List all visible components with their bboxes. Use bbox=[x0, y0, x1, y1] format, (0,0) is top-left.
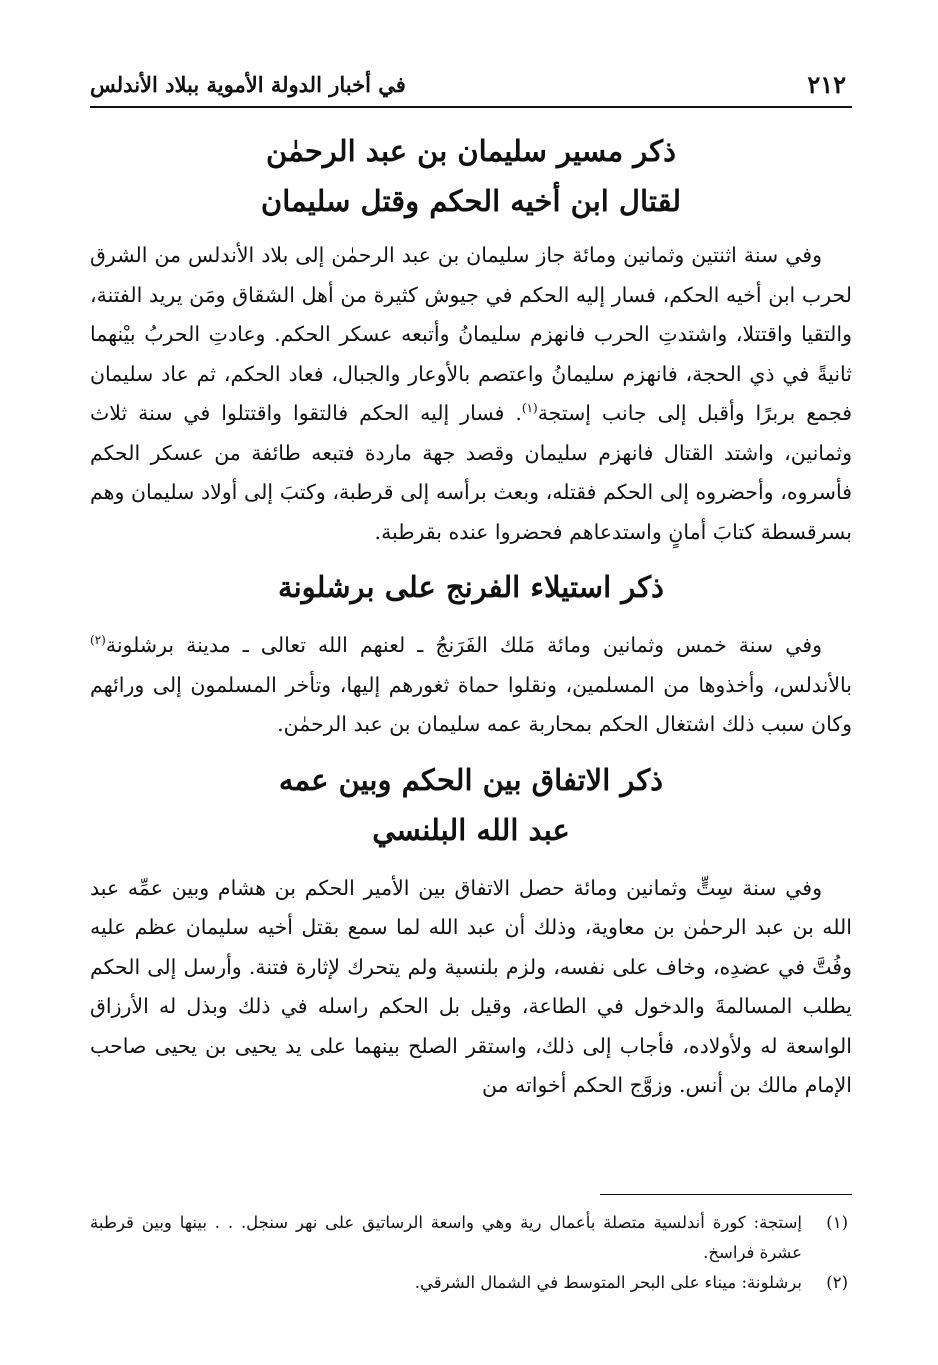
section-heading bbox=[90, 126, 852, 226]
section-heading bbox=[90, 562, 852, 612]
footnote-number: (١) bbox=[826, 1213, 848, 1232]
body-paragraph bbox=[90, 626, 852, 745]
heading-line: ذكر الاتفاق بين الحكم وبين عمه bbox=[278, 762, 664, 797]
footnote-text: إستجة: كورة أندلسية متصلة بأعمال رية وهي واسعة الرساتيق على نهر سنجل. . . بينها وبين قرطبة عشرة فراسخ. bbox=[90, 1213, 802, 1262]
paragraph-text: . فسار إليه الحكم فالتقوا واقتتلوا في سنة ثلاث وثمانين، واشتد القتال فانهزم سليمان وقصد جهة ماردة فتبعه طائفة من عسكر الحكم فأسروه، وأحضروه إلى الحكم فقتله، وبعث برأسه إلى قرطبة، وكتبَ إلى أولاد سليمان وهم بسرقسطة كتابَ أمانٍ واستدعاهم فحضروا عنده بقرطبة. bbox=[90, 401, 852, 544]
body-paragraph bbox=[90, 236, 852, 552]
footnote-rule bbox=[600, 1194, 852, 1195]
heading-line: ذكر مسير سليمان بن عبد الرحمٰن bbox=[266, 134, 676, 168]
header-rule bbox=[90, 106, 852, 108]
page-number: ٢١٢ bbox=[807, 69, 846, 99]
body-paragraph: وفي سنة سِتٍّ وثمانين ومائة حصل الاتفاق بين الأمير الحكم بن هشام وبين عمِّه عبد الله بن عبد الرحمٰن بن معاوية، وذلك أن عبد الله لما سمع بقتل أخيه سليمان عظم عليه وفُتَّ في عضدِه، وخاف على نفسه، ولزم بلنسية ولم يتحرك لإثارة فتنة. وأرسل إلى الحكم يطلب المسالمةَ والدخول في الطاعة، وقيل بل الحكم راسله في ذلك وبذل له الأرزاق الواسعة له ولأولاده، فأجاب إلى ذلك، واستقر الصلح بينهما على يد يحيى بن يحيى صاحب الإمام مالك بن أنس. وزوَّج الحكم أخواته من bbox=[90, 875, 852, 1097]
footnote-ref-2[interactable]: (٢) bbox=[90, 633, 106, 648]
paragraph-text: وفي سنة اثنتين وثمانين ومائة جاز سليمان بن عبد الرحمٰن إلى بلاد الأندلس من الشرق لحرب ابن أخيه الحكم، فسار إليه الحكم في جيوش كثيرة من أهل الشقاق ومَن يريد الفتنة، والتقيا واقتتلا، واشتدتِ الحرب فانهزم سليمانُ وأتبعه عسكر الحكم. وعادتِ الحربُ بيْنهما ثانيةً في ذي الحجة، فانهزم سليمانُ واعتصم بالأوعار والجبال، فعاد الحكم، ثم عاد سليمان فجمع بربرًا وأقبل إلى جانب إستجة bbox=[90, 243, 852, 425]
section-franks-barcelona bbox=[90, 562, 852, 745]
footnote-number: (٢) bbox=[826, 1273, 848, 1292]
running-title: في أخبار الدولة الأموية ببلاد الأندلس bbox=[90, 71, 406, 97]
heading-line: لقتال ابن أخيه الحكم وقتل سليمان bbox=[260, 184, 682, 218]
footnote-text: برشلونة: ميناء على البحر المتوسط في الشمال الشرقي. bbox=[414, 1273, 802, 1292]
footnote-item bbox=[90, 1268, 852, 1298]
page-body bbox=[90, 126, 852, 1106]
paragraph-text: بالأندلس، وأخذوها من المسلمين، ونقلوا حماة ثغورهم إليها، وتأخر المسلمون إلى ورائهم وكان سبب ذلك اشتغال الحكم بمحاربة عمه سليمان بن عبد الرحمٰن. bbox=[90, 672, 852, 736]
book-page bbox=[90, 0, 852, 1365]
section-heading bbox=[90, 755, 852, 855]
footnote-item bbox=[90, 1208, 852, 1268]
heading-line: ذكر استيلاء الفرنج على برشلونة bbox=[278, 570, 664, 604]
running-header bbox=[90, 64, 852, 104]
section-suleiman-march bbox=[90, 126, 852, 552]
paragraph-text: وفي سنة خمس وثمانين ومائة مَلك الفَرَنجُ ـ لعنهم الله تعالى ـ مدينة برشلونة bbox=[105, 633, 822, 657]
footnotes bbox=[90, 1208, 852, 1298]
section-agreement bbox=[90, 755, 852, 1106]
footnote-ref-1[interactable]: (١) bbox=[521, 401, 538, 416]
heading-line: عبد الله البلنسي bbox=[372, 812, 570, 847]
